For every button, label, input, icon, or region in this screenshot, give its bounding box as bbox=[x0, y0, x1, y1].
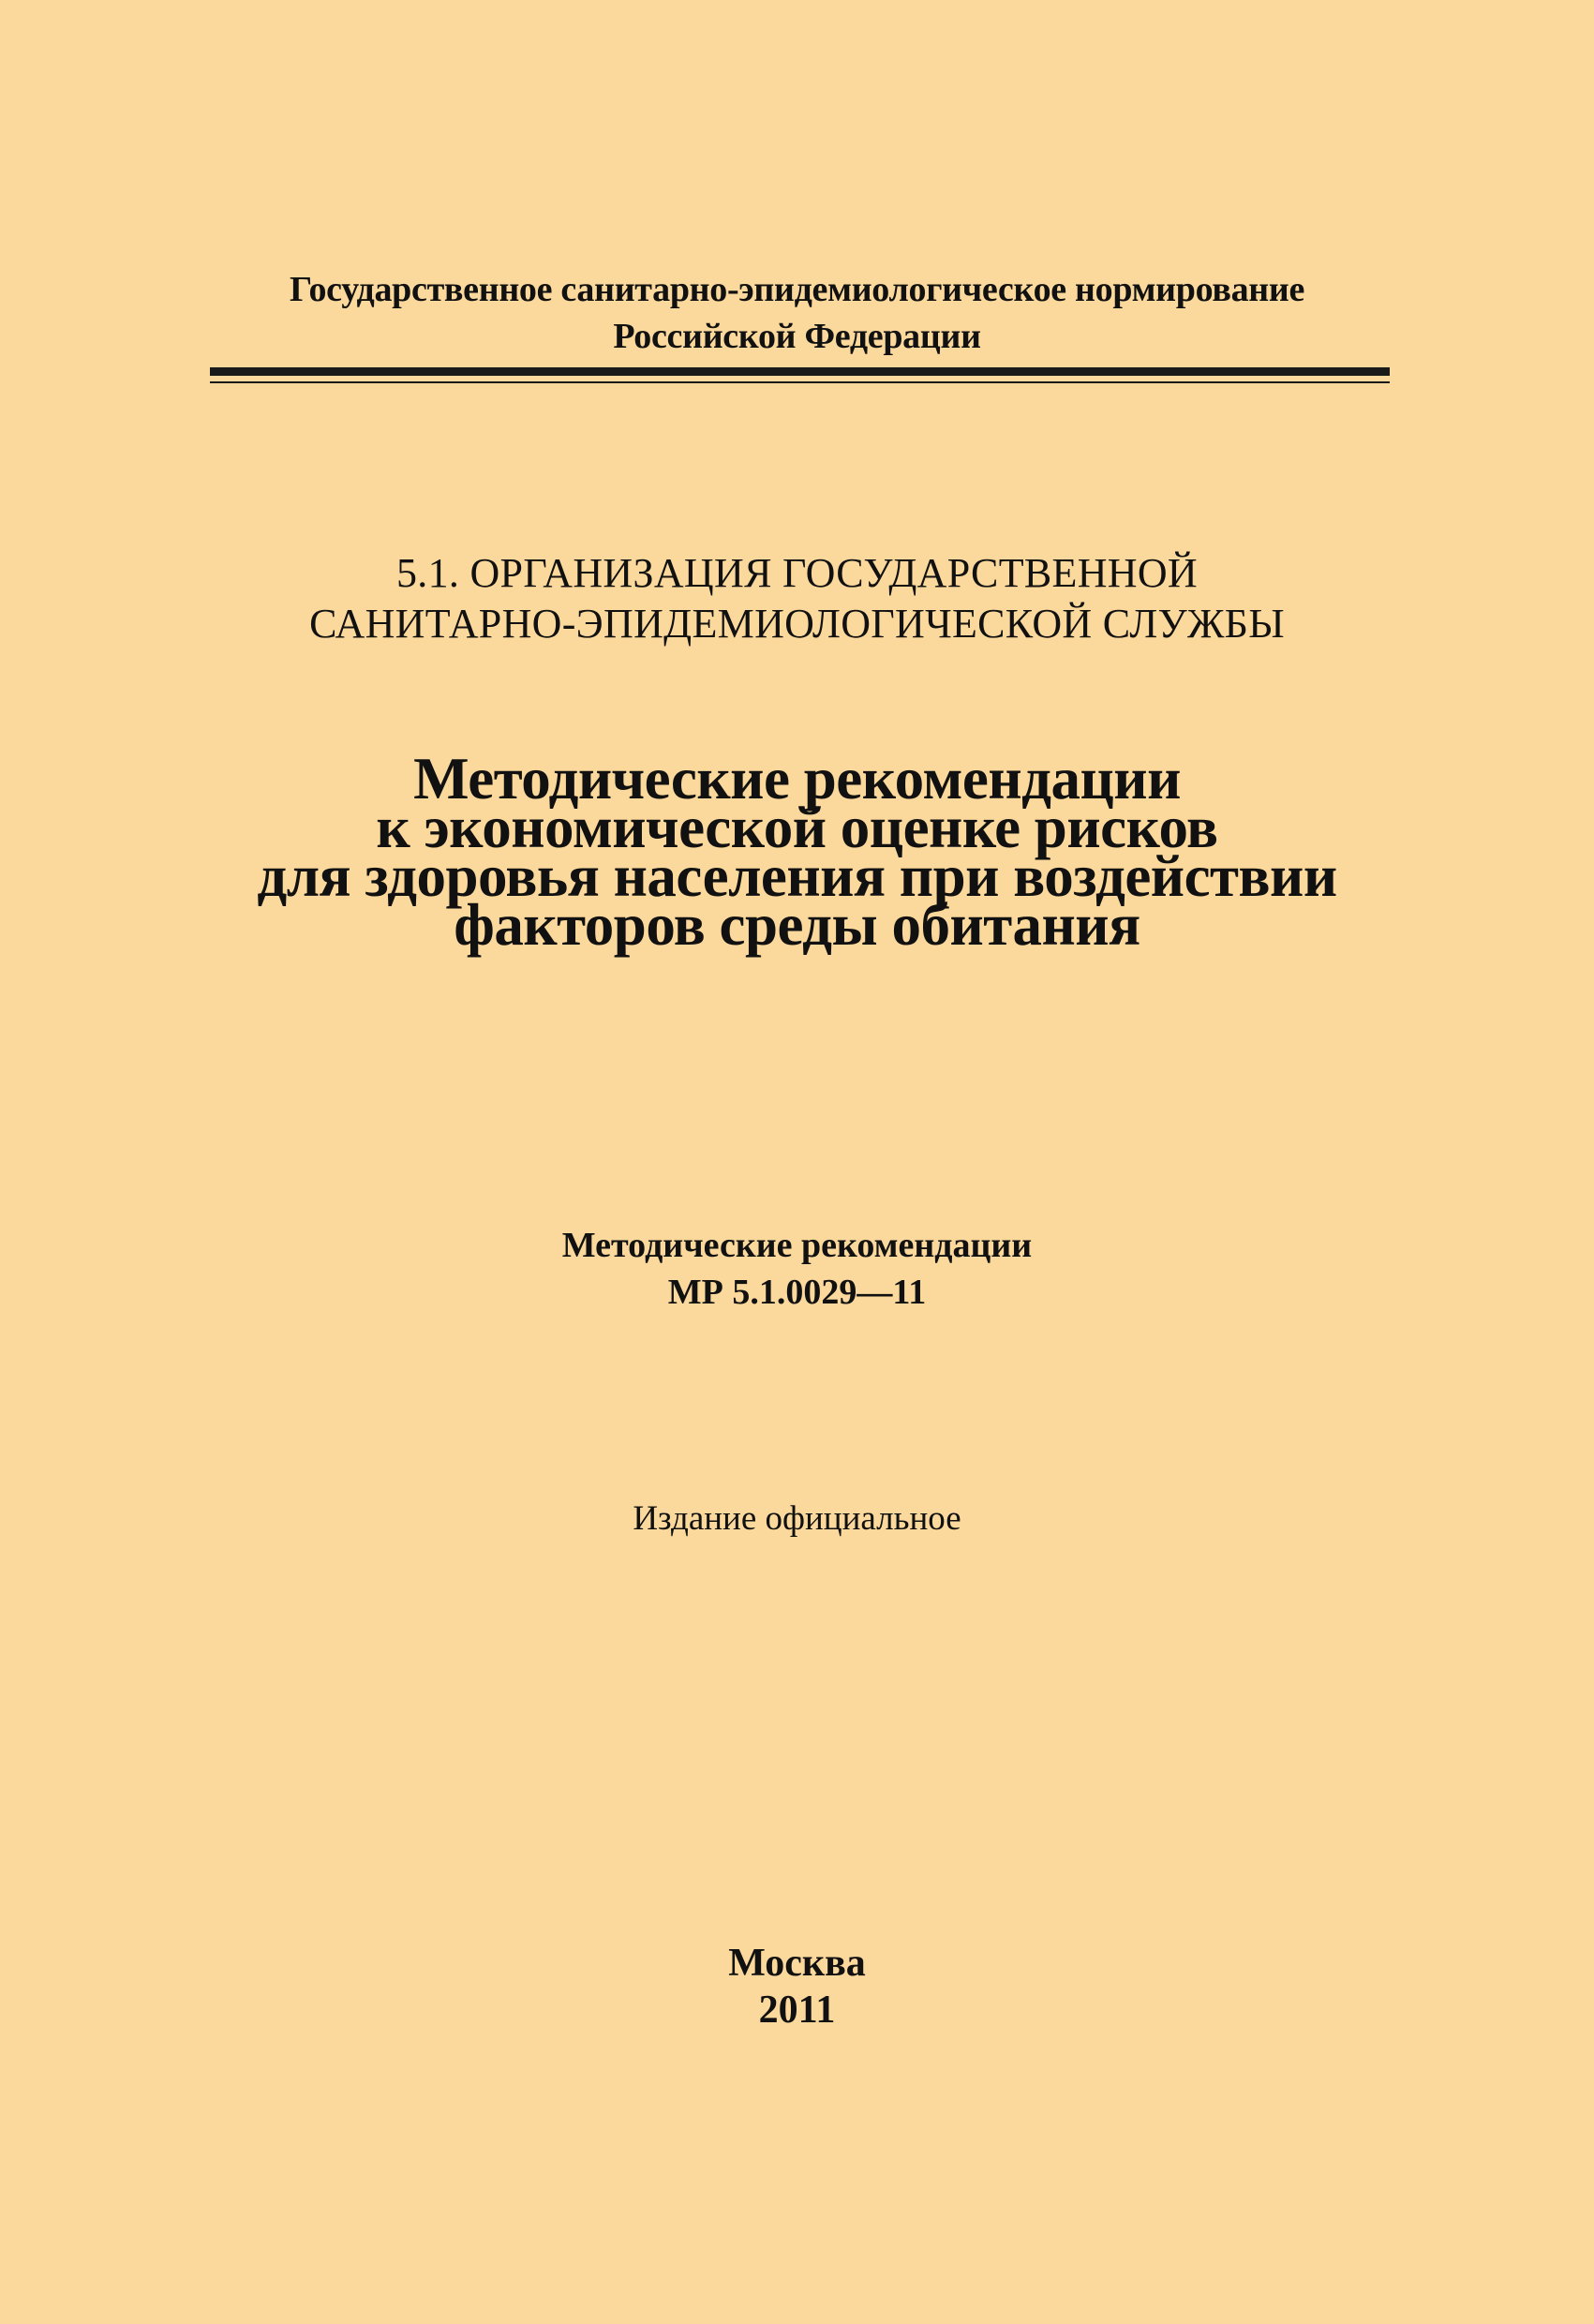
imprint-city: Москва bbox=[728, 1942, 866, 1985]
header-divider-thick bbox=[210, 367, 1390, 376]
document-title-line-2: к экономической оценке рисков bbox=[376, 795, 1218, 860]
document-title-line-4: факторов среды обитания bbox=[454, 892, 1140, 958]
section-heading-line-1: 5.1. ОРГАНИЗАЦИЯ ГОСУДАРСТВЕННОЙ bbox=[395, 550, 1198, 596]
imprint-year: 2011 bbox=[758, 1989, 836, 2032]
section-heading bbox=[0, 548, 1594, 649]
document-number: МР 5.1.0029—11 bbox=[667, 1273, 927, 1312]
imprint bbox=[0, 1940, 1594, 2034]
document-title-line-3: для здоровья населения при воздействии bbox=[257, 843, 1337, 909]
issuer-header-line-2: Российской Федерации bbox=[613, 317, 981, 356]
edition-note bbox=[0, 1497, 1594, 1541]
document-type: Методические рекомендации bbox=[561, 1226, 1033, 1265]
document-title-line-1: Методические рекомендации bbox=[413, 746, 1181, 812]
issuer-header-line-1: Государственное санитарно-эпидемиологическое нормирование bbox=[289, 270, 1305, 309]
edition-label: Издание официальное bbox=[633, 1499, 961, 1538]
header-divider-thin bbox=[210, 381, 1390, 383]
document-designation bbox=[0, 1222, 1594, 1316]
document-title bbox=[0, 746, 1594, 958]
section-heading-line-2: САНИТАРНО-ЭПИДЕМИОЛОГИЧЕСКОЙ СЛУЖБЫ bbox=[309, 601, 1285, 647]
issuer-header bbox=[0, 266, 1594, 360]
